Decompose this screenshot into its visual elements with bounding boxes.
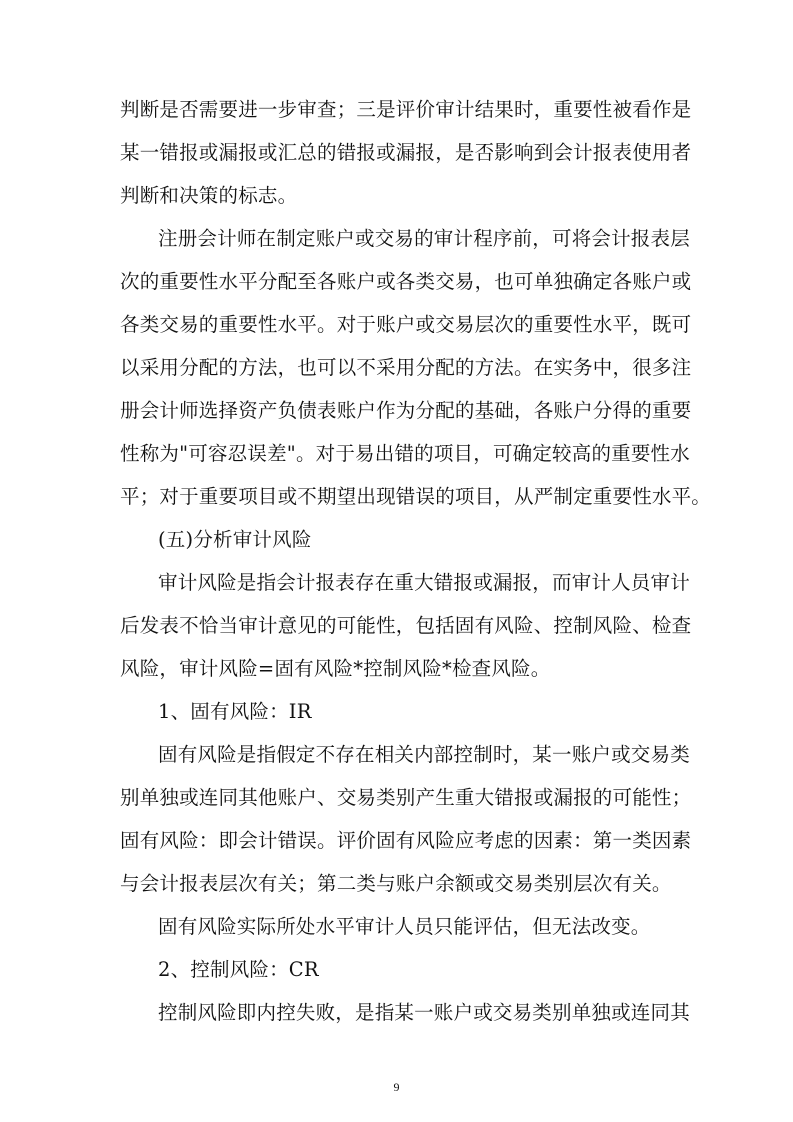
text-line: 以采用分配的方法，也可以不采用分配的方法。在实务中，很多注 [120, 356, 692, 379]
text-line: 次的重要性水平分配至各账户或各类交易，也可单独确定各账户或 [120, 270, 692, 293]
text-line: 别单独或连同其他账户、交易类别产生重大错报或漏报的可能性； [120, 786, 692, 809]
text-line: 某一错报或漏报或汇总的错报或漏报，是否影响到会计报表使用者 [120, 141, 692, 164]
text-line: 固有风险：即会计错误。评价固有风险应考虑的因素：第一类因素 [120, 829, 692, 852]
text-line: 平；对于重要项目或不期望出现错误的项目，从严制定重要性水平。 [120, 485, 712, 508]
text-line: 判断是否需要进一步审查；三是评价审计结果时，重要性被看作是 [120, 98, 692, 121]
text-line: 性称为"可容忍误差"。对于易出错的项目，可确定较高的重要性水 [120, 442, 690, 465]
text-line: 与会计报表层次有关；第二类与账户余额或交易类别层次有关。 [120, 872, 672, 895]
text-line: 固有风险是指假定不存在相关内部控制时，某一账户或交易类 [158, 743, 690, 766]
text-line: 固有风险实际所处水平审计人员只能评估，但无法改变。 [158, 915, 651, 938]
text-line: 册会计师选择资产负债表账户作为分配的基础，各账户分得的重要 [120, 399, 692, 422]
subsection-heading: 2、控制风险：CR [158, 958, 319, 981]
section-heading: (五)分析审计风险 [158, 528, 312, 551]
text-line: 判断和决策的标志。 [120, 184, 298, 207]
text-line: 控制风险即内控失败，是指某一账户或交易类别单独或连同其 [158, 1001, 690, 1024]
text-line: 注册会计师在制定账户或交易的审计程序前，可将会计报表层 [158, 227, 690, 250]
text-line: 各类交易的重要性水平。对于账户或交易层次的重要性水平，既可 [120, 313, 692, 336]
subsection-heading: 1、固有风险：IR [158, 700, 312, 723]
page-number: 9 [393, 1080, 400, 1094]
text-line: 后发表不恰当审计意见的可能性，包括固有风险、控制风险、检查 [120, 614, 692, 637]
text-line: 审计风险是指会计报表存在重大错报或漏报，而审计人员审计 [158, 571, 690, 594]
text-line: 风险，审计风险=固有风险*控制风险*检查风险。 [120, 657, 551, 680]
